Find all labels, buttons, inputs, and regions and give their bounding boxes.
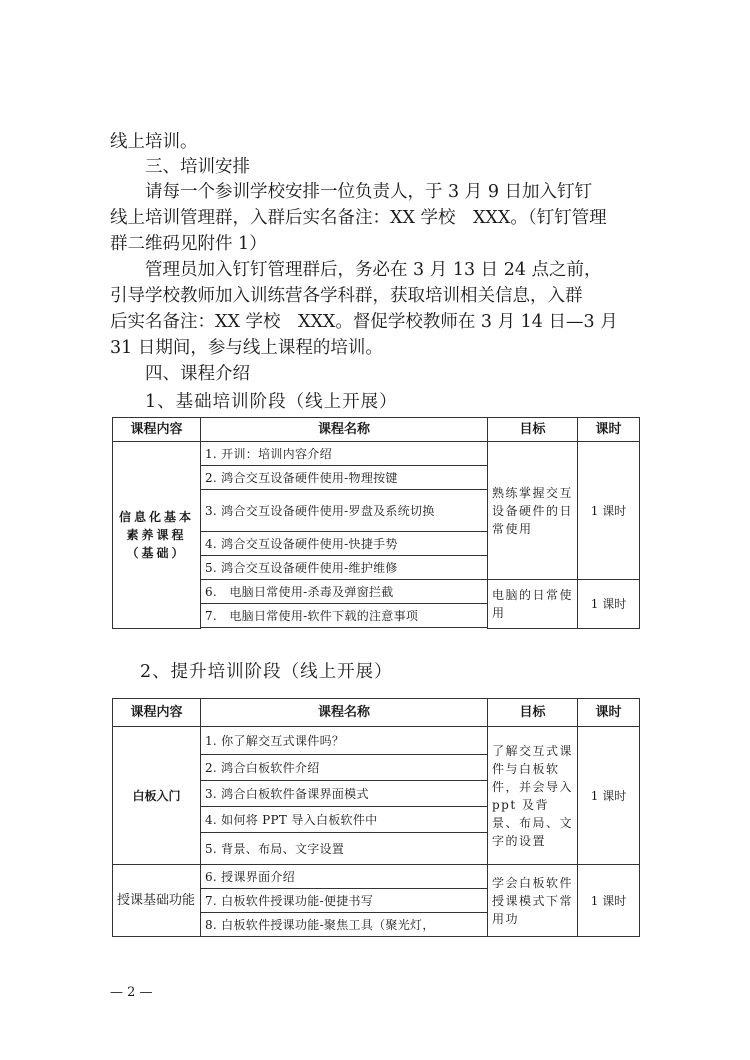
paragraph-line: 请每一个参训学校安排一位负责人，于 3 月 9 日加入钉钉	[145, 182, 593, 202]
table-header-row	[113, 418, 640, 442]
section-heading-arrangement: 三、培训安排	[145, 157, 250, 177]
header-goal: 目标	[488, 418, 578, 442]
course-hours: 1 课时	[578, 865, 640, 937]
paragraph-line: 管理员加入钉钉管理群后，务必在 3 月 13 日 24 点之前，	[145, 260, 602, 280]
course-category: 白板入门	[113, 727, 201, 865]
course-name: 7. 白板软件授课功能-便捷书写	[201, 889, 488, 913]
section-heading-courses: 四、课程介绍	[145, 364, 250, 384]
subsection-title-advanced: 2、提升培训阶段（线上开展）	[140, 662, 393, 682]
course-name: 6. 授课界面介绍	[201, 865, 488, 889]
header-course-content: 课程内容	[113, 418, 201, 442]
course-hours: 1 课时	[578, 727, 640, 865]
table-row	[113, 865, 640, 889]
header-goal: 目标	[488, 699, 578, 727]
course-name: 1. 开训：培训内容介绍	[201, 442, 488, 466]
header-hours: 课时	[578, 699, 640, 727]
course-category: 信息化基本素养课程（基础）	[113, 442, 201, 629]
course-table-basic	[112, 417, 640, 629]
course-name: 2. 鸿合白板软件介绍	[201, 755, 488, 781]
course-name: 3. 鸿合白板软件备课界面模式	[201, 781, 488, 807]
course-goal: 学会白板软件授课模式下常用功	[488, 865, 578, 937]
course-name: 1. 你了解交互式课件吗？	[201, 727, 488, 755]
paragraph-line: 线上培训。	[110, 132, 198, 152]
course-category: 授课基础功能	[113, 865, 201, 937]
course-name: 6. 电脑日常使用-杀毒及弹窗拦截	[201, 580, 488, 604]
course-name: 3. 鸿合交互设备硬件使用-罗盘及系统切换	[201, 490, 488, 532]
table-header-row	[113, 699, 640, 727]
course-name: 7. 电脑日常使用-软件下载的注意事项	[201, 604, 488, 628]
table-row	[113, 442, 640, 466]
course-name: 5. 鸿合交互设备硬件使用-维护维修	[201, 556, 488, 580]
course-name: 4. 如何将 PPT 导入白板软件中	[201, 807, 488, 833]
paragraph-line: 31 日期间，参与线上课程的培训。	[110, 338, 383, 358]
course-name: 4. 鸿合交互设备硬件使用-快捷手势	[201, 532, 488, 556]
table-row	[113, 727, 640, 755]
course-hours: 1 课时	[578, 580, 640, 629]
paragraph-line: 引导学校教师加入训练营各学科群，获取培训相关信息，入群	[110, 286, 583, 306]
header-course-name: 课程名称	[201, 418, 488, 442]
course-hours: 1 课时	[578, 442, 640, 580]
course-goal: 电脑的日常使用	[488, 580, 578, 629]
paragraph-line: 群二维码见附件 1）	[110, 234, 267, 254]
course-name: 2. 鸿合交互设备硬件使用-物理按键	[201, 466, 488, 490]
paragraph-line: 后实名备注：XX 学校 XXX。督促学校教师在 3 月 14 日—3 月	[110, 312, 618, 332]
course-name: 8. 白板软件授课功能-聚焦工具（聚光灯，	[201, 913, 488, 937]
course-name: 5. 背景、布局、文字设置	[201, 833, 488, 865]
header-course-name: 课程名称	[201, 699, 488, 727]
subsection-title-basic: 1、基础培训阶段（线上开展）	[145, 392, 398, 412]
header-course-content: 课程内容	[113, 699, 201, 727]
course-goal: 了解交互式课件与白板软件，并会导入 ppt 及背景、布局、文字的设置	[488, 727, 578, 865]
course-table-advanced	[112, 698, 640, 937]
header-hours: 课时	[578, 418, 640, 442]
course-goal: 熟练掌握交互设备硬件的日常使用	[488, 442, 578, 580]
page-number: — 2 —	[110, 985, 153, 1000]
paragraph-line: 线上培训管理群，入群后实名备注：XX 学校 XXX。（钉钉管理	[110, 208, 607, 228]
